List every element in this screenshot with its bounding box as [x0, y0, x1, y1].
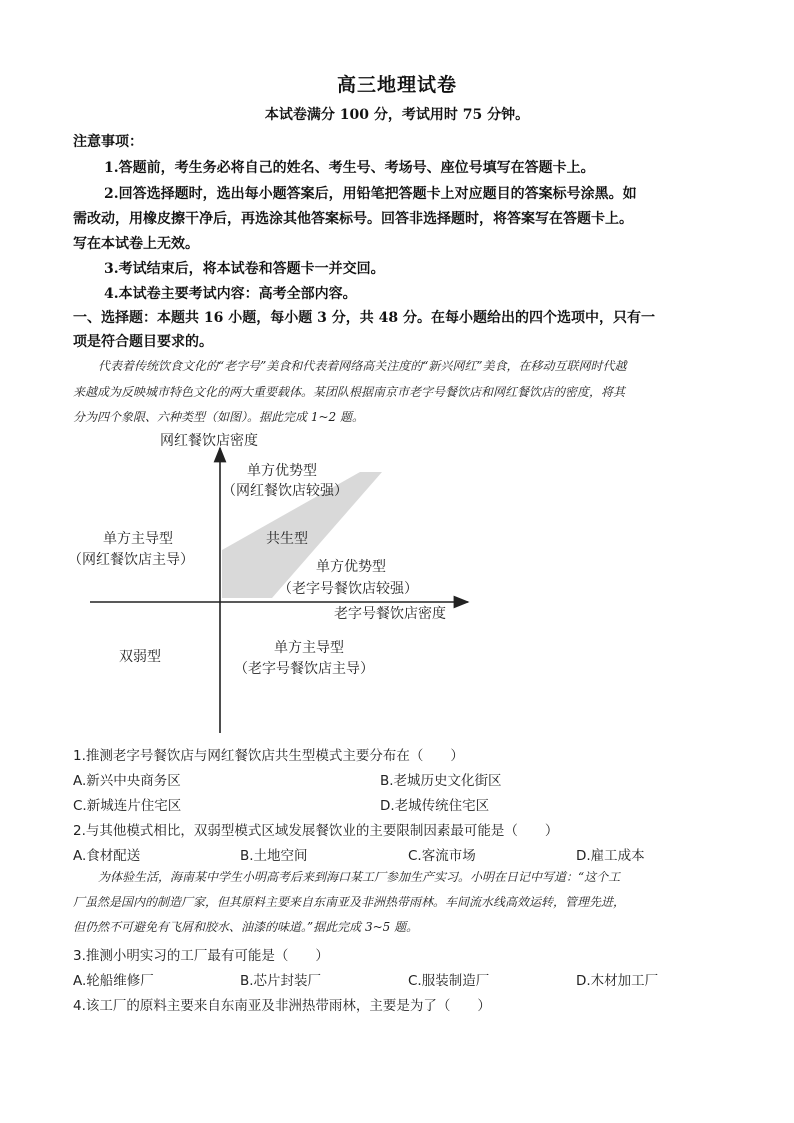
question-3-option-a: A.轮船维修厂 — [73, 973, 154, 989]
material-1-line-2: 来越成为反映城市特色文化的两大重要载体。某团队根据南京市老字号餐饮店和网红餐饮店的密度，将其 — [73, 385, 626, 399]
question-3-option-c: C.服装制造厂 — [408, 973, 490, 989]
q1-upper-subtitle: （网红餐饮店较强） — [222, 483, 348, 499]
q1-upper-title: 单方优势型 — [247, 463, 317, 479]
question-3-option-d: D.木材加工厂 — [576, 973, 659, 989]
question-2-option-d: D.雇工成本 — [576, 848, 645, 864]
notice-item-2-line-1: 2.回答选择题时，选出每小题答案后，用铅笔把答题卡上对应题目的答案标号涂黑。如 — [104, 186, 637, 202]
section-heading-line-2: 项是符合题目要求的。 — [73, 334, 213, 350]
material-2-line-2: 厂虽然是国内的制造厂家，但其原料主要来自东南亚及非洲热带雨林。车间流水线高效运转，管理先进， — [73, 895, 626, 909]
question-1-stem: 1.推测老字号餐饮店与网红餐饮店共生型模式主要分布在（ ） — [73, 748, 464, 764]
q3-label: 双弱型 — [119, 649, 161, 665]
q4-subtitle: （老字号餐饮店主导） — [234, 661, 374, 677]
page-title: 高三地理试卷 — [336, 74, 457, 96]
notice-item-4: 4.本试卷主要考试内容：高考全部内容。 — [104, 286, 357, 302]
quadrant-diagram — [60, 428, 500, 738]
question-3-option-b: B.芯片封装厂 — [240, 973, 322, 989]
material-1-line-1: 代表着传统饮食文化的“老字号”美食和代表着网络高关注度的“新兴网红”美食，在移动互联网时代越 — [98, 359, 627, 373]
x-axis-label: 老字号餐饮店密度 — [334, 606, 446, 622]
y-axis-label: 网红餐饮店密度 — [160, 433, 258, 449]
material-1-line-3: 分为四个象限、六种类型（如图）。据此完成 1~2 题。 — [73, 410, 364, 424]
notice-item-2-line-3: 写在本试卷上无效。 — [73, 236, 199, 252]
question-4-stem: 4.该工厂的原料主要来自东南亚及非洲热带雨林，主要是为了（ ） — [73, 998, 491, 1014]
q4-title: 单方主导型 — [274, 640, 344, 656]
question-2-option-b: B.土地空间 — [240, 848, 308, 864]
section-heading-line-1: 一、选择题：本题共 16 小题，每小题 3 分，共 48 分。在每小题给出的四个选项中，只有一 — [73, 310, 655, 326]
notice-heading: 注意事项： — [73, 134, 143, 150]
q2-subtitle: （网红餐饮店主导） — [68, 552, 194, 568]
q2-title: 单方主导型 — [103, 531, 173, 547]
question-3-stem: 3.推测小明实习的工厂最有可能是（ ） — [73, 948, 329, 964]
notice-item-2-line-2: 需改动，用橡皮擦干净后，再选涂其他答案标号。回答非选择题时，将答案写在答题卡上。 — [73, 211, 633, 227]
question-2-option-a: A.食材配送 — [73, 848, 141, 864]
q1-lower-title: 单方优势型 — [316, 559, 386, 575]
material-2-line-3: 但仍然不可避免有飞屑和胶水、油漆的味道。”据此完成 3~5 题。 — [73, 920, 419, 934]
notice-item-1: 1.答题前，考生务必将自己的姓名、考生号、考场号、座位号填写在答题卡上。 — [104, 160, 595, 176]
q1-lower-subtitle: （老字号餐饮店较强） — [278, 581, 418, 597]
q1-symbiosis-label: 共生型 — [266, 531, 308, 547]
question-2-option-c: C.客流市场 — [408, 848, 476, 864]
question-1-option-a: A.新兴中央商务区 — [73, 773, 181, 789]
notice-item-3: 3.考试结束后，将本试卷和答题卡一并交回。 — [104, 261, 385, 277]
material-2-line-1: 为体验生活，海南某中学生小明高考后来到海口某工厂参加生产实习。小明在日记中写道：“这个工 — [98, 870, 621, 884]
question-2-stem: 2.与其他模式相比，双弱型模式区域发展餐饮业的主要限制因素最可能是（ ） — [73, 823, 559, 839]
question-1-option-d: D.老城传统住宅区 — [380, 798, 490, 814]
exam-info: 本试卷满分 100 分，考试用时 75 分钟。 — [264, 107, 530, 123]
question-1-option-b: B.老城历史文化街区 — [380, 773, 502, 789]
question-1-option-c: C.新城连片住宅区 — [73, 798, 182, 814]
